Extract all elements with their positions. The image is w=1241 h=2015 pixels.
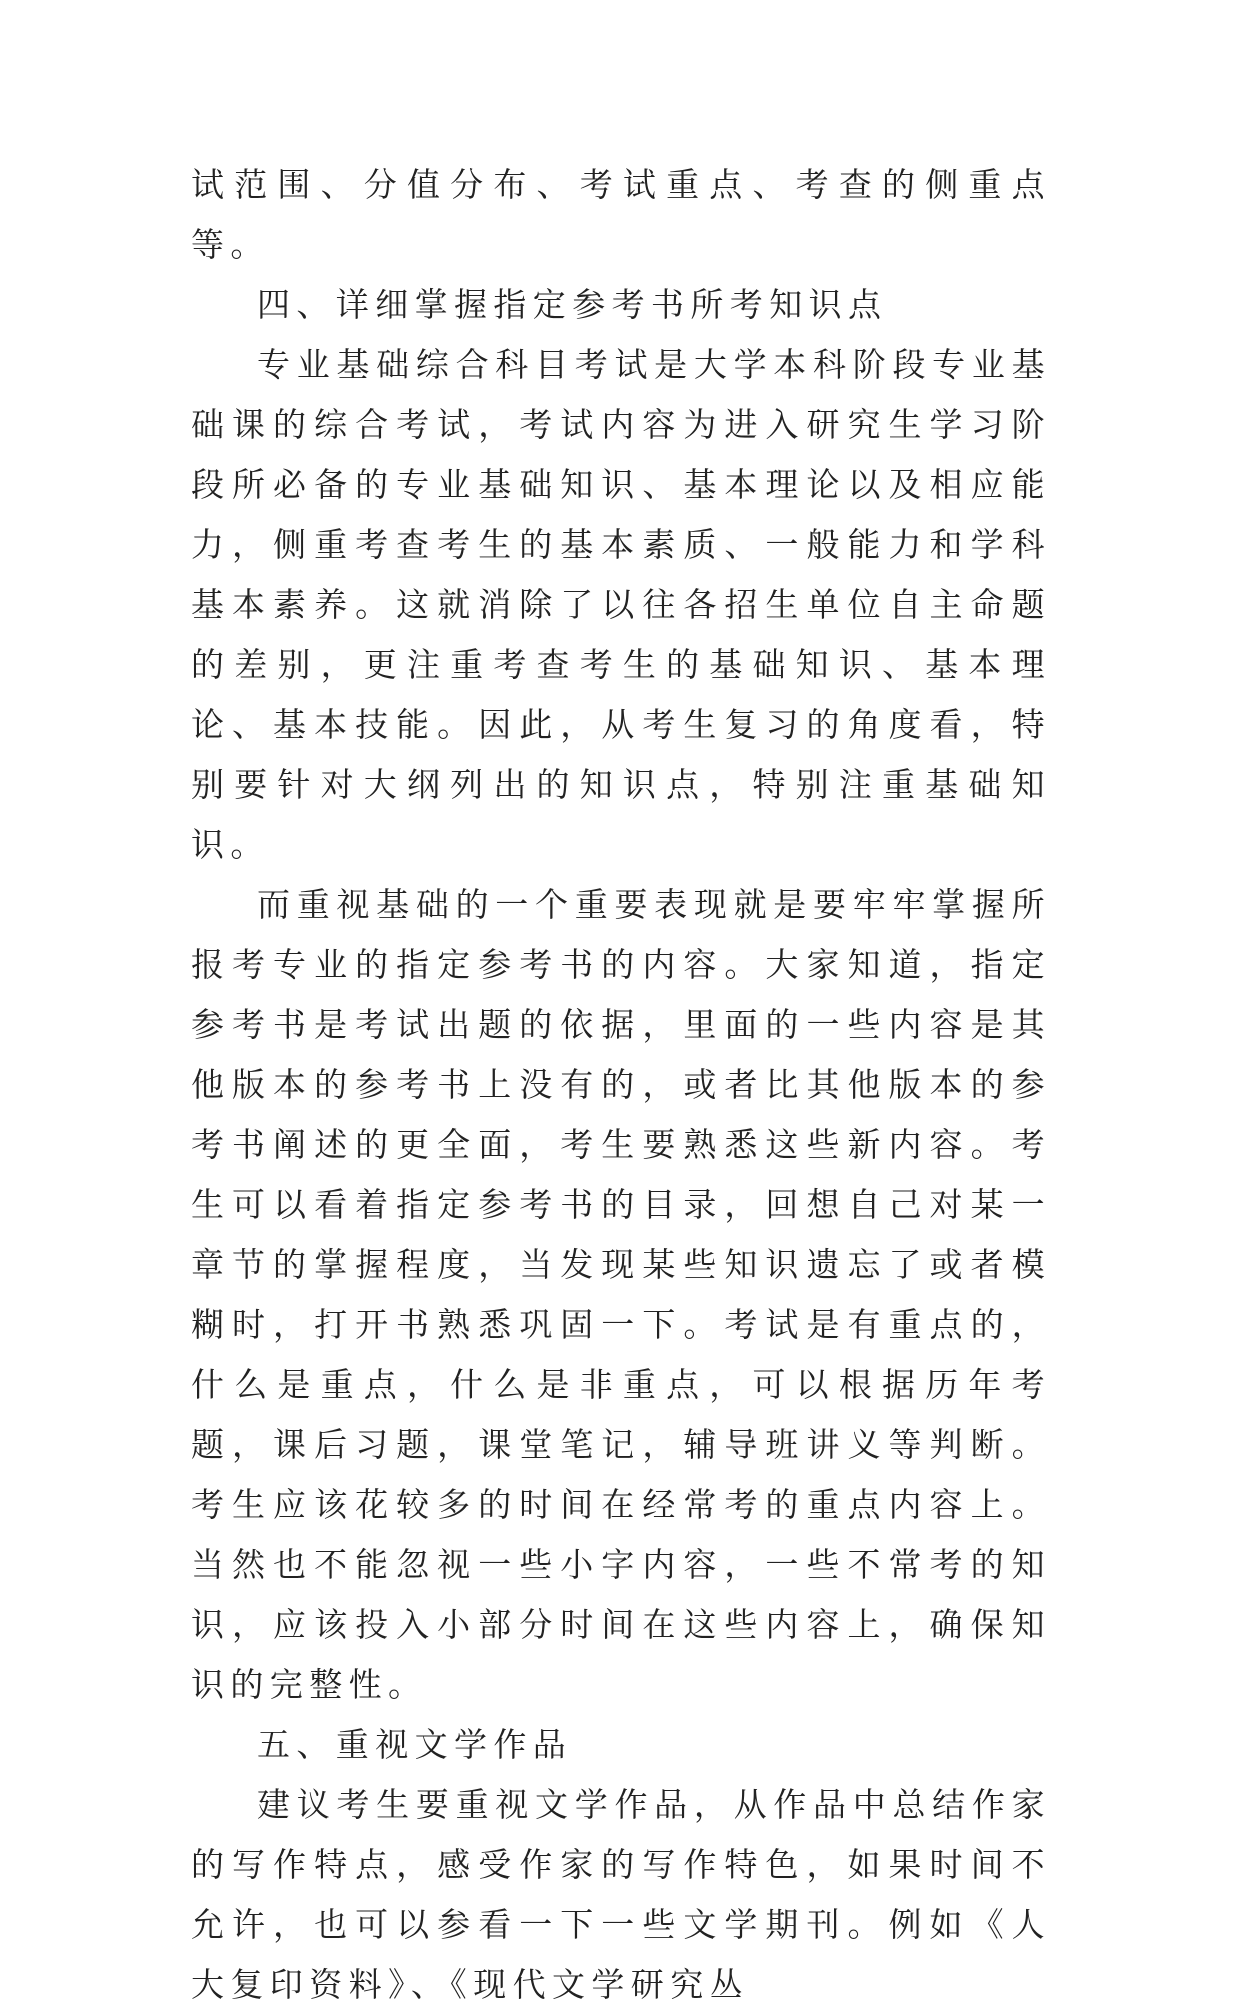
document-body [191, 155, 1051, 2015]
paragraph-body: 专业基础综合科目考试是大学本科阶段专业基础课的综合考试，考试内容为进入研究生学习阶段所必备的专业基础知识、基本理论以及相应能力，侧重考查考生的基本素质、一般能力和学科基本素养。这就消除了以往各招生单位自主命题的差别，更注重考查考生的基础知识、基本理论、基本技能。因此，从考生复习的角度看，特别要针对大纲列出的知识点，特别注重基础知识。 [191, 345, 1051, 864]
section-heading-5: 五、重视文学作品 [257, 1725, 573, 1764]
section-heading-4: 四、详细掌握指定参考书所考知识点 [257, 285, 888, 324]
paragraph-body: 建议考生要重视文学作品，从作品中总结作家的写作特点，感受作家的写作特色，如果时间不允许，也可以参看一下一些文学期刊。例如《人大复印资料》、《现代文学研究丛 [191, 1785, 1051, 2004]
paragraph-continuation: 试范围、分值分布、考试重点、考查的侧重点等。 [191, 165, 1051, 264]
paragraph-body: 而重视基础的一个重要表现就是要牢牢掌握所报考专业的指定参考书的内容。大家知道，指定参考书是考试出题的依据，里面的一些内容是其他版本的参考书上没有的，或者比其他版本的参考书阐述的更全面，考生要熟悉这些新内容。考生可以看着指定参考书的目录，回想自己对某一章节的掌握程度，当发现某些知识遗忘了或者模糊时，打开书熟悉巩固一下。考试是有重点的，什么是重点，什么是非重点，可以根据历年考题，课后习题，课堂笔记，辅导班讲义等判断。考生应该花较多的时间在经常考的重点内容上。当然也不能忽视一些小字内容，一些不常考的知识，应该投入小部分时间在这些内容上，确保知识的完整性。 [191, 885, 1051, 1704]
